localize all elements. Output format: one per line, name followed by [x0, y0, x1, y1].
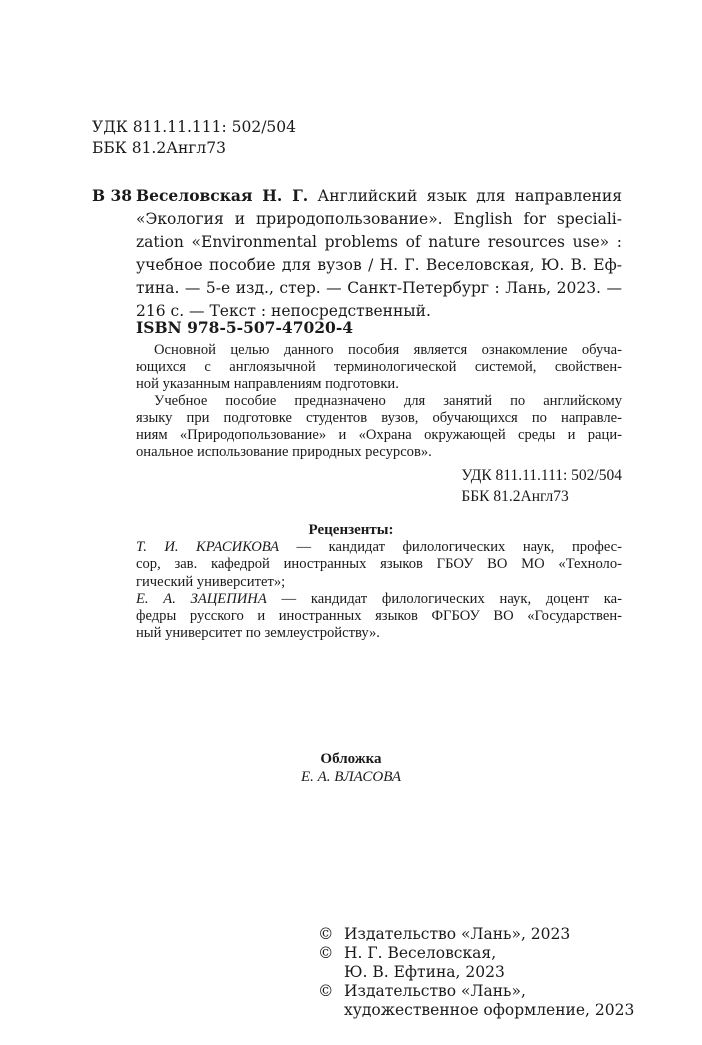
copyright-text: Издательство «Лань»,: [344, 982, 526, 1000]
copyright-sign: ©: [318, 944, 334, 962]
entry-line: «Экология и природопользование». English for speciali-: [136, 210, 622, 228]
isbn: ISBN 978-5-507-47020-4: [136, 318, 354, 337]
cover-label: Обложка: [320, 751, 382, 767]
copyright-text: Н. Г. Веселовская,: [344, 944, 497, 962]
reviewer-line-text: — кандидат филологических наук, доцент ка-: [266, 590, 622, 607]
reviewer-name: Е. А. ЗАЦЕПИНА: [136, 590, 267, 607]
udk-code: УДК 811.11.111: 502/504: [92, 118, 297, 136]
author-sign: В 38: [92, 186, 133, 205]
reviewer-line: сор, зав. кафедрой иностранных языков ГБОУ ВО МО «Техноло-: [136, 556, 622, 573]
udk-block-bottom: [461, 465, 622, 507]
entry-line-text: Английский язык для направления: [308, 187, 622, 205]
udk-block-top: [92, 117, 296, 159]
annotation-line: Учебное пособие предназначено для занятий по английскому: [154, 393, 622, 409]
annotation: [136, 342, 622, 461]
reviewers-heading: Рецензенты:: [308, 522, 394, 538]
reviewer-line: [136, 539, 622, 556]
annotation-line: ональное использование природных ресурсов».: [136, 444, 432, 460]
reviewer-line: федры русского и иностранных языков ФГБОУ ВО «Государствен-: [136, 608, 622, 625]
bbk-code: ББК 81.2Англ73: [92, 139, 226, 157]
annotation-line: Основной целью данного пособия является ознакомление обуча-: [154, 342, 622, 358]
reviewer-line: ный университет по землеустройству».: [136, 625, 380, 642]
entry-line: 216 с. — Текст : непосредственный.: [136, 302, 431, 320]
reviewer-line-text: — кандидат филологических наук, профес-: [279, 539, 622, 555]
entry-line: тина. — 5-е изд., стер. — Санкт-Петербург : Лань, 2023. —: [136, 279, 622, 297]
copyright-line: [318, 982, 634, 1001]
copyright-line: [318, 925, 634, 944]
entry-line: zation «Environmental problems of nature resources use» :: [136, 233, 622, 251]
cover-credit: [0, 750, 702, 786]
bibliographic-description: [136, 184, 622, 323]
bbk-code: ББК 81.2Англ73: [461, 488, 569, 505]
reviewer-name: Т. И. КРАСИКОВА: [136, 539, 280, 555]
annotation-line: языку при подготовке студентов вузов, обучающихся по направле-: [136, 410, 622, 426]
copyright-block: [318, 925, 634, 1020]
copyright-line: [318, 944, 634, 963]
copyright-text: Издательство «Лань», 2023: [344, 925, 571, 943]
entry-author: Веселовская Н. Г.: [136, 186, 309, 205]
reviewer-line: гический университет»;: [136, 573, 286, 590]
copyright-line: [318, 963, 634, 982]
reviewer-line: [136, 591, 622, 608]
annotation-line: ниям «Природопользование» и «Охрана окружающей среды и раци-: [136, 427, 622, 443]
cover-designer: Е. А. ВЛАСОВА: [300, 769, 402, 785]
udk-code: УДК 811.11.111: 502/504: [461, 467, 622, 484]
copyright-sign: [318, 963, 344, 982]
copyright-sign: ©: [318, 925, 334, 943]
entry-line: учебное пособие для вузов / Н. Г. Веселовская, Ю. В. Еф-: [136, 256, 622, 274]
copyright-sign: ©: [318, 982, 334, 1000]
entry-line: [136, 184, 622, 208]
copyright-sign: [318, 1001, 344, 1020]
reviewers-list: [136, 539, 622, 643]
copyright-text: Ю. В. Ефтина, 2023: [344, 963, 505, 981]
copyright-line: [318, 1001, 634, 1020]
annotation-line: ной указанным направлениям подготовки.: [136, 376, 399, 392]
annotation-line: ющихся с англоязычной терминологической системой, свойствен-: [136, 359, 622, 375]
copyright-text: художественное оформление, 2023: [344, 1001, 635, 1019]
